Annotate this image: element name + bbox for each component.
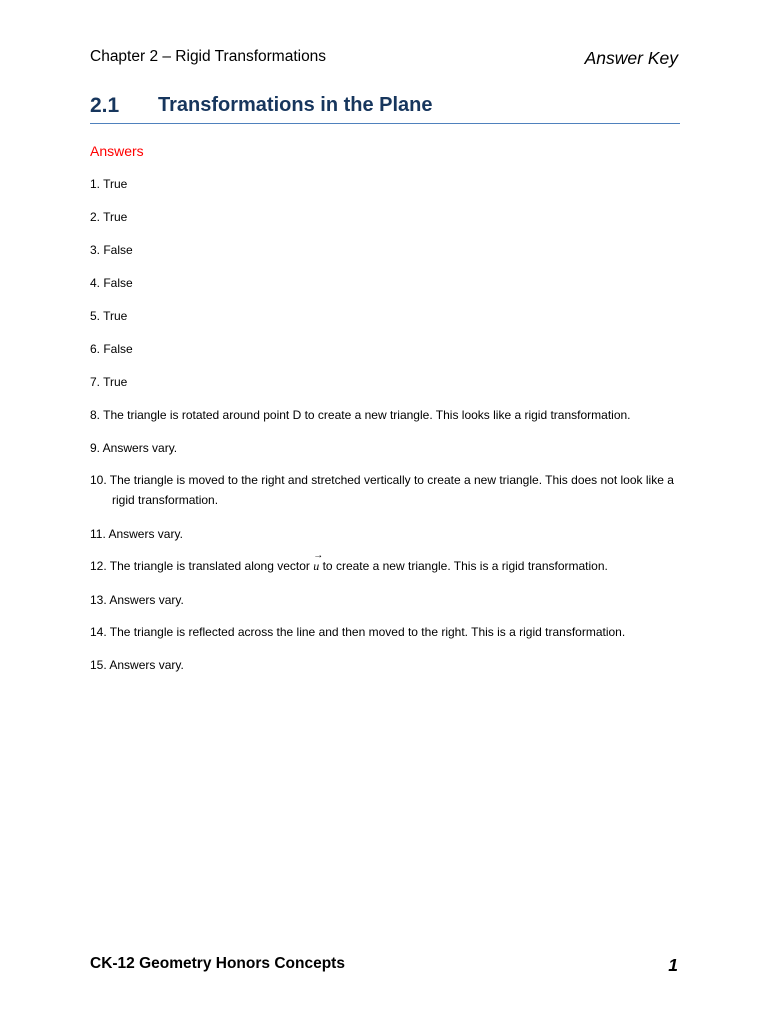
answer-item: 2. True: [90, 210, 128, 224]
answer-item: 3. False: [90, 243, 133, 257]
vector-letter: u: [313, 559, 320, 573]
answer-item: 4. False: [90, 276, 133, 290]
page-footer: [90, 955, 678, 977]
page-number: 1: [668, 955, 678, 975]
answer-12-tail: to create a new triangle. This is a rigid transformation.: [319, 559, 608, 573]
section-number: 2.1: [90, 94, 120, 117]
answer-item: 1. True: [90, 177, 128, 191]
vector-u: [313, 550, 324, 576]
answer-item: 11. Answers vary.: [90, 527, 183, 541]
answer-item: 5. True: [90, 309, 128, 323]
answer-item: 14. The triangle is reflected across the line and then moved to the right. This is a rigid transformation.: [90, 625, 626, 639]
answer-item: 10. The triangle is moved to the right and stretched vertically to create a new triangle. This does not look like a rigid transformation.: [90, 473, 674, 507]
answer-item: 13. Answers vary.: [90, 593, 184, 607]
book-title: CK-12 Geometry Honors Concepts: [90, 955, 345, 972]
answer-item: 7. True: [90, 375, 128, 389]
vector-arrow-icon: →: [313, 550, 324, 561]
chapter-title: Chapter 2 – Rigid Transformations: [90, 48, 327, 65]
section-title: Transformations in the Plane: [158, 94, 433, 116]
answer-item: 6. False: [90, 342, 133, 356]
answer-item-12: [90, 550, 680, 576]
answer-item: 8. The triangle is rotated around point D to create a new triangle. This looks like a rigid transformation.: [90, 408, 631, 422]
answers-heading: Answers: [90, 143, 144, 159]
answer-key-label: Answer Key: [584, 48, 678, 68]
answer-12-text: 12. The triangle is translated along vector: [90, 559, 310, 573]
answer-item: 15. Answers vary.: [90, 658, 184, 672]
answer-item: 9. Answers vary.: [90, 441, 178, 455]
